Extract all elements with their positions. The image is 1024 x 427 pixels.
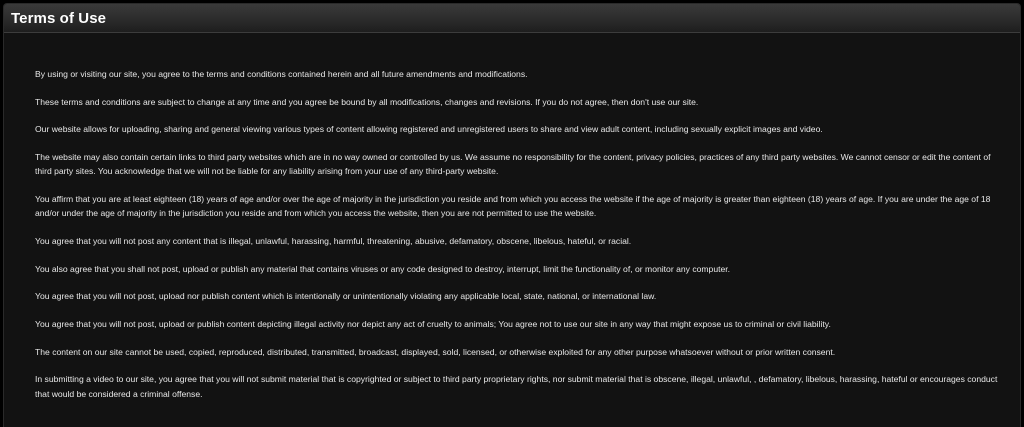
terms-paragraph-prohibited-content: You agree that you will not post any content that is illegal, unlawful, harassing, harmful, threatening, abusive, defamatory, obscene, libelous, hateful, or racial. <box>35 235 632 246</box>
panel-header <box>4 4 1020 33</box>
terms-paragraph-content-usage: The content on our site cannot be used, copied, reproduced, distributed, transmitted, broadcast, displayed, sold, licensed, or otherwise exploited for any other purpose whatsoever without or prior written consent. <box>35 346 836 357</box>
page-title: Terms of Use <box>11 9 107 27</box>
terms-paragraph-law-compliance: You agree that you will not post, upload nor publish content which is intentionally or unintentionally violating any applicable local, state, national, or international law. <box>35 291 657 302</box>
terms-paragraph-agreement: By using or visiting our site, you agree to the terms and conditions contained herein and all future amendments and modifications. <box>35 69 528 79</box>
terms-panel <box>3 3 1021 427</box>
terms-content[interactable] <box>4 33 1020 401</box>
terms-paragraph-changes: These terms and conditions are subject to change at any time and you agree be bound by all modifications, changes and revisions. If you do not agree, then don't use our site. <box>35 96 699 107</box>
terms-paragraph-illegal-activity: You agree that you will not post, upload or publish content depicting illegal activity nor depict any act of cruelty to animals; You agree not to use our site in any way that might expose us to criminal or civil liability. <box>35 319 831 330</box>
terms-paragraph-third-party-links: The website may also contain certain links to third party websites which are in no way owned or controlled by us. We assume no responsibility for the content, privacy policies, practices of any third party websites. We cannot censor or edit the content of third party sites. You acknowledge that we will not be liable for any liability arising from your use of any third-party website. <box>35 152 991 177</box>
terms-paragraph-age-requirement: You affirm that you are at least eighteen (18) years of age and/or over the age of majority in the jurisdiction you reside and from which you access the website if the age of majority is greater than eighteen (18) years of age. If you are under the age of 18 and/or under the age of majority in the jurisdiction you reside and from which you access the website, then you are not permitted to use the website. <box>35 194 991 219</box>
terms-paragraph-malicious-code: You also agree that you shall not post, upload or publish any material that contains viruses or any code designed to destroy, interrupt, limit the functionality of, or monitor any computer. <box>35 263 731 274</box>
terms-paragraph-content-types: Our website allows for uploading, sharing and general viewing various types of content allowing registered and unregistered users to share and view adult content, including sexually explicit images and video. <box>35 124 823 135</box>
terms-paragraph-video-submission: In submitting a video to our site, you agree that you will not submit material that is copyrighted or subject to third party proprietary rights, nor submit material that is obscene, illegal, unlawful, , defamatory, libelous, harassing, hateful or encourages conduct that would be considered a criminal offense. <box>35 374 998 399</box>
